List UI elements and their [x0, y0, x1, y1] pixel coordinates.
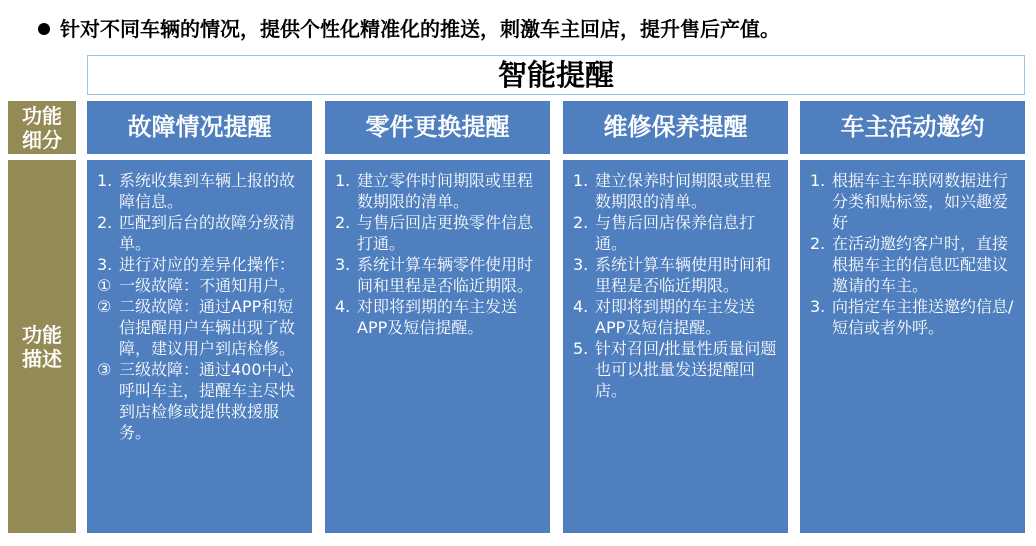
list-item	[97, 212, 302, 254]
column-header-parts: 零件更换提醒	[325, 101, 550, 154]
list-item	[97, 170, 302, 212]
headline-text: 针对不同车辆的情况，提供个性化精准化的推送，刺激车主回店，提升售后产值。	[60, 17, 780, 41]
list-item	[573, 170, 778, 212]
list-item-number: 3.	[97, 255, 113, 274]
list-item-number: ①	[97, 276, 112, 295]
list-item	[573, 212, 778, 254]
list-item	[97, 275, 302, 296]
list-item-text: 二级故障：通过APP和短信提醒用户车辆出现了故障，建议用户到店检修。	[119, 297, 296, 358]
column-body-parts	[325, 160, 550, 533]
list-item-text: 建立保养时间期限或里程数期限的清单。	[595, 171, 772, 211]
list-item-text: 系统计算车辆零件使用时间和里程是否临近期限。	[357, 255, 534, 295]
list-item	[335, 296, 540, 338]
item-list	[335, 170, 540, 338]
list-item-text: 系统计算车辆使用时间和里程是否临近期限。	[595, 255, 772, 295]
list-item-text: 根据车主车联网数据进行分类和贴标签，如兴趣爱好	[832, 171, 1009, 232]
headline	[38, 14, 1018, 44]
list-item-number: 2.	[97, 213, 113, 232]
list-item-number: 3.	[573, 255, 589, 274]
list-item	[573, 254, 778, 296]
list-item-number: 1.	[573, 171, 589, 190]
side-label-subdivision-text: 功能 细分	[22, 103, 62, 152]
side-label-description	[8, 160, 76, 533]
column-header-fault: 故障情况提醒	[87, 101, 312, 154]
list-item-text: 对即将到期的车主发送APP及短信提醒。	[595, 297, 756, 337]
list-item-number: ③	[97, 360, 112, 379]
list-item-number: 3.	[810, 297, 826, 316]
column-header-activity: 车主活动邀约	[800, 101, 1025, 154]
list-item-text: 与售后回店保养信息打通。	[595, 213, 756, 253]
bullet-icon	[38, 23, 50, 35]
list-item-text: 针对召回/批量性质量问题也可以批量发送提醒回店。	[595, 339, 777, 400]
list-item-text: 一级故障：不通知用户。	[119, 276, 296, 295]
list-item	[810, 233, 1015, 296]
list-item-number: ②	[97, 297, 112, 316]
list-item-number: 2.	[335, 213, 351, 232]
column-body-fault	[87, 160, 312, 533]
item-list	[97, 170, 302, 443]
list-item-text: 与售后回店更换零件信息打通。	[357, 213, 534, 253]
list-item	[810, 296, 1015, 338]
list-item-number: 4.	[335, 297, 351, 316]
list-item	[573, 296, 778, 338]
list-item-number: 4.	[573, 297, 589, 316]
list-item-text: 建立零件时间期限或里程数期限的清单。	[357, 171, 534, 211]
list-item	[97, 254, 302, 275]
list-item	[573, 338, 778, 401]
list-item-text: 三级故障：通过400中心呼叫车主，提醒车主尽快到店检修或提供救援服务。	[119, 360, 296, 442]
list-item-number: 1.	[810, 171, 826, 190]
list-item	[335, 170, 540, 212]
list-item-text: 匹配到后台的故障分级清单。	[119, 213, 296, 253]
list-item	[335, 254, 540, 296]
list-item-number: 1.	[335, 171, 351, 190]
column-body-activity	[800, 160, 1025, 533]
item-list	[810, 170, 1015, 338]
list-item-text: 进行对应的差异化操作：	[119, 255, 296, 274]
list-item	[810, 170, 1015, 233]
list-item-number: 2.	[573, 213, 589, 232]
list-item	[97, 359, 302, 443]
list-item-text: 在活动邀约客户时，直接根据车主的信息匹配建议邀请的车主。	[832, 234, 1009, 295]
list-item-number: 3.	[335, 255, 351, 274]
list-item-number: 1.	[97, 171, 113, 190]
main-title: 智能提醒	[87, 55, 1025, 95]
column-header-maintenance: 维修保养提醒	[563, 101, 788, 154]
list-item	[335, 212, 540, 254]
list-item-text: 系统收集到车辆上报的故障信息。	[119, 171, 296, 211]
list-item-text: 对即将到期的车主发送APP及短信提醒。	[357, 297, 518, 337]
column-body-maintenance	[563, 160, 788, 533]
side-label-subdivision	[8, 101, 76, 154]
list-item	[97, 296, 302, 359]
side-label-description-text: 功能 描述	[22, 322, 62, 371]
list-item-text: 向指定车主推送邀约信息/短信或者外呼。	[832, 297, 1014, 337]
item-list	[573, 170, 778, 401]
list-item-number: 5.	[573, 339, 589, 358]
list-item-number: 2.	[810, 234, 826, 253]
